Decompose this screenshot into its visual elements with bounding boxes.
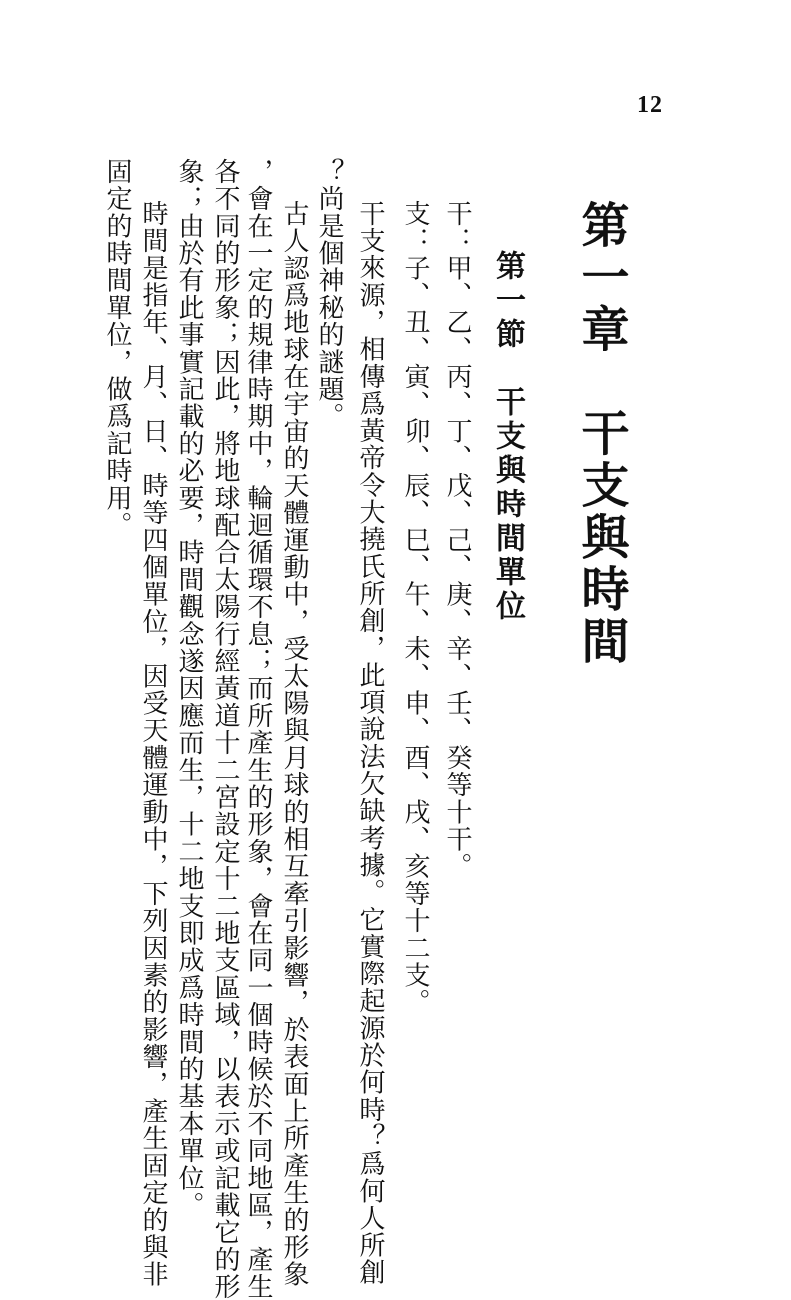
body-line-paragraph-2-cont-2: 各不同的形象；因此，將地球配合太陽行經黃道十二宮設定十二地支區域，以表示或記載它的形 bbox=[210, 158, 240, 1300]
body-line-earthly-branches: 支：子、丑、寅、卯、辰、巳、午、未、申、酉、戌、亥等十二支。 bbox=[400, 200, 430, 1016]
body-line-origin: 干支來源，相傳爲黃帝令大撓氏所創，此項說法欠缺考據。它實際起源於何時？爲何人所創 bbox=[355, 200, 385, 1286]
section-title: 第一節 干支與時間單位 bbox=[490, 250, 525, 624]
body-line-paragraph-3-start: 時間是指年、月、日、時等四個單位，因受天體運動中，下列因素的影響，產生固定的與非 bbox=[138, 200, 168, 1288]
body-line-paragraph-2-cont-1: ，會在一定的規律時期中，輪迴循環不息；而所產生的形象，會在同一個時候於不同地區，產生 bbox=[243, 158, 273, 1300]
body-line-paragraph-2-start: 古人認爲地球在宇宙的天體運動中，受太陽與月球的相互牽引影響，於表面上所產生的形象 bbox=[279, 200, 309, 1288]
body-line-paragraph-2-end: 象；由於有此事實記載的必要，時間觀念遂因應而生，十二地支即成爲時間的基本單位。 bbox=[174, 158, 204, 1219]
body-line-origin-cont: ？尚是個神秘的謎題。 bbox=[314, 158, 344, 430]
chapter-title: 第一章 干支與時間 bbox=[573, 200, 629, 668]
page-number: 12 bbox=[637, 92, 663, 118]
body-line-heavenly-stems: 干：甲、乙、丙、丁、戊、己、庚、辛、壬、癸等十干。 bbox=[442, 200, 472, 880]
body-line-paragraph-3-end: 固定的時間單位，做爲記時用。 bbox=[102, 158, 132, 539]
